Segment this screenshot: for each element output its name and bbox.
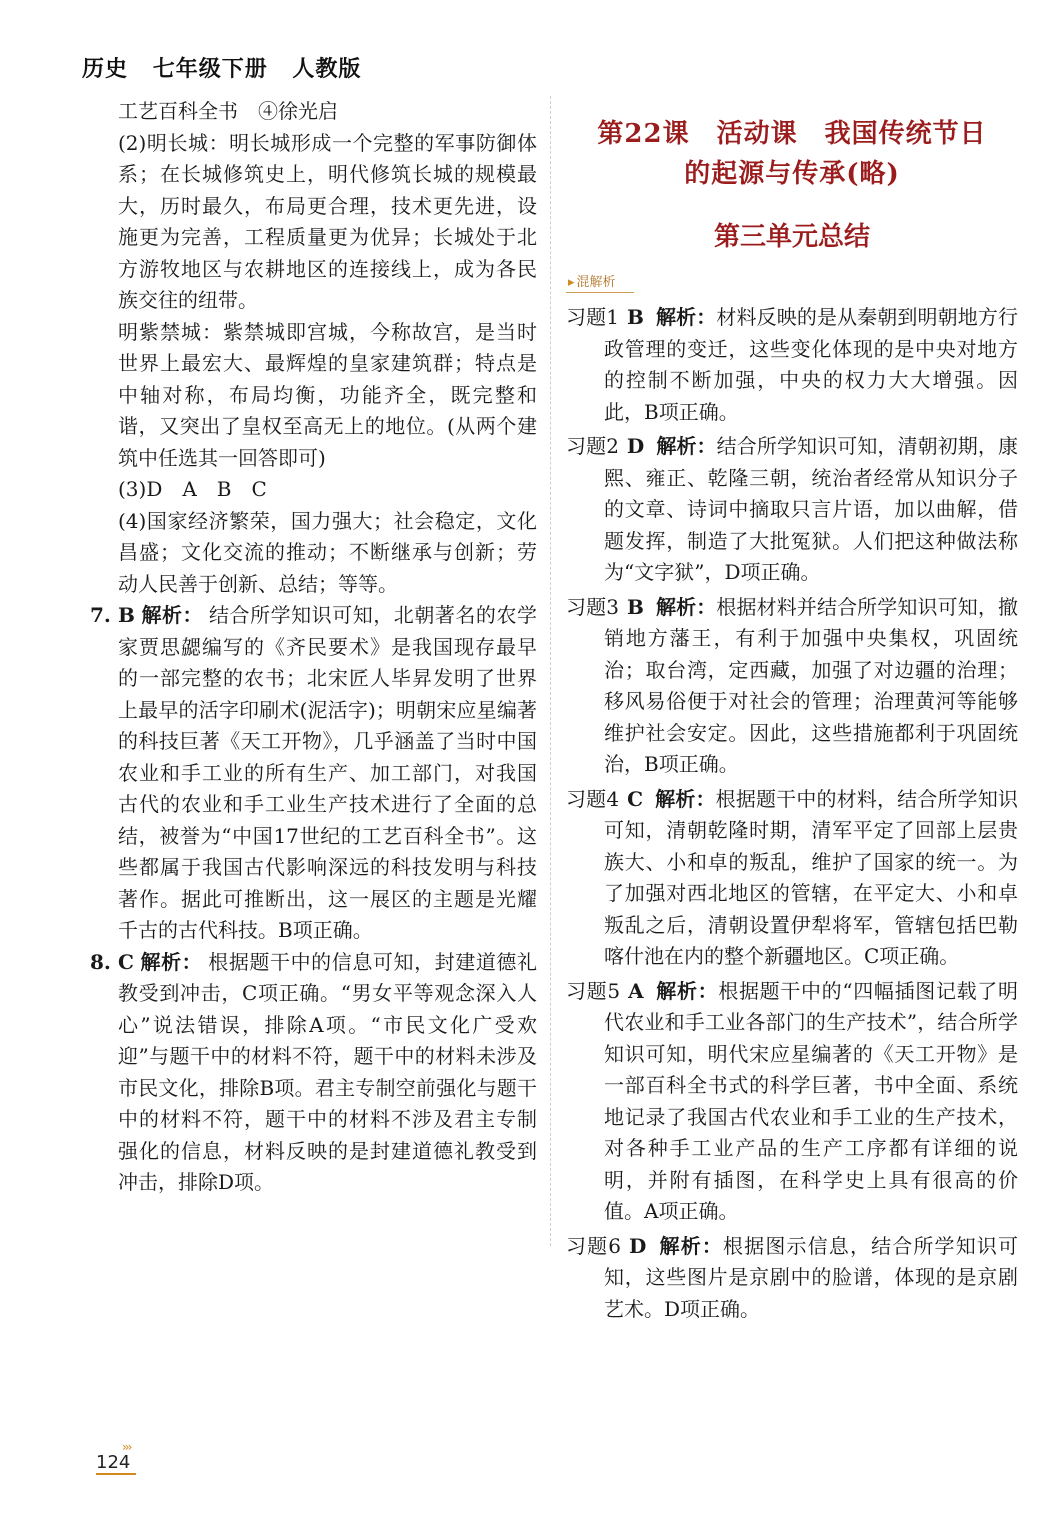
exercise-number: 习题4 <box>566 786 620 811</box>
answer-letter: B <box>626 305 644 329</box>
page-arrow-icon: ››› <box>122 1440 131 1454</box>
answer-paragraph: 明紫禁城：紫禁城即宫城，今称故宫，是当时世界上最宏大、最辉煌的皇家建筑群；特点是中轴对称，布局均衡，功能齐全，既完整和谐，又突出了皇权至高无上的地位。(从两个建筑中任选其一回答即可) <box>118 319 537 470</box>
analysis-label: 解析： <box>139 949 203 974</box>
exercise-item <box>566 1231 1018 1326</box>
answer-paragraph: (2)明长城：明长城形成一个完整的军事防御体系；在长城修筑史上，明代修筑长城的规模最大，历时最久，布局更合理，技术更先进，设施更为完善，工程质量更为优异；长城处于北方游牧地区与农耕地区的连接线上，成为各民族交往的纽带。 <box>118 130 537 312</box>
answer-letter: B <box>118 603 135 627</box>
column-divider <box>550 96 551 1246</box>
lesson-title-line: 的起源与传承(略) <box>684 159 900 189</box>
exercise-number: 习题6 <box>566 1233 622 1258</box>
answer-letter: C <box>627 786 643 811</box>
analysis-text: 结合所学知识可知，清朝初期，康熙、雍正、乾隆三朝，统治者经常从知识分子的文章、诗词中摘取只言片语，加以曲解，借题发挥，制造了大批冤狱。人们把这种做法称为“文字狱”，D项正确。 <box>604 434 1019 584</box>
lesson-title-line: 第22课 活动课 我国传统节日 <box>597 119 987 149</box>
analysis-text: 结合所学知识可知，北朝著名的农学家贾思勰编写的《齐民要术》是我国现存最早的一部完整的农书；北宋匠人毕昇发明了世界上最早的活字印刷术(泥活字)；明朝宋应星编著的科技巨著《天工开物》，几乎涵盖了当时中国农业和手工业的所有生产、加工部门，对我国古代的农业和手工业生产技术进行了全面的总结，被誉为“中国17世纪的工艺百科全书”。这些都属于我国古代影响深远的科技发明与科技著作。据此可推断出，这一展区的主题是光耀千古的古代科技。B项正确。 <box>118 603 537 942</box>
exercise-number: 习题1 <box>566 305 619 329</box>
lesson-title <box>566 114 1018 194</box>
exercise-list <box>566 302 1018 1325</box>
analysis-text: 根据题干中的材料，结合所学知识可知，清朝乾隆时期，清军平定了回部上层贵族大、小和卓的叛乱，维护了国家的统一。为了加强对西北地区的管辖，在平定大、小和卓叛乱之后，清朝设置伊犁将军，管辖包括巴勒喀什池在内的整个新疆地区。C项正确。 <box>604 786 1018 968</box>
exercise-item <box>566 976 1018 1228</box>
analysis-text: 根据题干中的信息可知，封建道德礼教受到冲击，C项正确。“男女平等观念深入人心”说法错误，排除A项。“市民文化广受欢迎”与题干中的材料不符，题干中的材料未涉及市民文化，排除B项。君主专制空前强化与题干中的材料不符，题干中的材料不涉及君主专制强化的信息，材料反映的是封建道德礼教受到冲击，排除D项。 <box>118 949 538 1194</box>
answer-paragraph: (3)D A B C <box>118 477 267 501</box>
answer-letter: D <box>626 434 645 458</box>
analysis-label: 解析： <box>658 1233 724 1258</box>
analysis-label: 解析： <box>655 978 719 1003</box>
question-number: 8. <box>90 949 111 974</box>
answer-letter: C <box>118 949 134 974</box>
exercise-number: 习题2 <box>566 434 619 458</box>
exercise-item <box>566 592 1018 781</box>
analysis-text: 根据图示信息，结合所学知识可知，这些图片是京剧中的脸谱，体现的是京剧艺术。D项正确。 <box>604 1233 1019 1321</box>
analysis-text: 根据题干中的“四幅插图记载了明代农业和手工业各部门的生产技术”，结合所学知识可知，明代宋应星编著的《天工开物》是一部百科全书式的科学巨著，书中全面、系统地记录了我国古代农业和手工业的生产技术，对各种手工业产品的生产工序都有详细的说明，并附有插图，在科学史上具有很高的价值。A项正确。 <box>604 978 1018 1223</box>
analysis-text: 材料反映的是从秦朝到明朝地方行政管理的变迁，这些变化体现的是中央对地方的控制不断加强，中央的权力大大增强。因此，B项正确。 <box>604 305 1019 424</box>
analysis-label: 解析： <box>655 305 717 329</box>
tag-label: 混解析 <box>576 275 616 290</box>
grade-label: 七年级下册 <box>152 57 268 82</box>
analysis-label: 解析： <box>654 786 716 811</box>
right-column <box>566 96 1018 1325</box>
analysis-label: 解析： <box>656 434 717 458</box>
left-column <box>82 96 537 1199</box>
answer-letter: A <box>628 978 644 1003</box>
answer-letter: B <box>626 594 644 619</box>
page-number: 124 <box>96 1452 136 1475</box>
analysis-text: 根据材料并结合所学知识可知，撤销地方藩王，有利于加强中央集权，巩固统治；取台湾，定西藏，加强了对边疆的治理；移风易俗便于对社会的管理；治理黄河等能够维护社会安定。因此，这些措施都利于巩固统治，B项正确。 <box>604 594 1019 776</box>
tag-icon: ▸ <box>568 275 575 290</box>
analysis-label: 解析： <box>140 603 204 627</box>
answer-paragraph: (4)国家经济繁荣，国力强大；社会稳定，文化昌盛；文化交流的推动；不断继承与创新；劳动人民善于创新、总结；等等。 <box>118 508 537 596</box>
subject-label: 历史 <box>82 57 129 82</box>
answer-paragraph: 工艺百科全书 ④徐光启 <box>118 99 338 123</box>
answer-letter: D <box>629 1233 647 1258</box>
exercise-number: 习题5 <box>566 978 621 1003</box>
exercise-item <box>566 302 1018 428</box>
question-8 <box>82 947 537 1199</box>
question-number: 7. <box>90 603 111 627</box>
analysis-label: 解析： <box>655 594 717 619</box>
page-header <box>82 52 377 83</box>
exercise-item <box>566 784 1018 973</box>
edition-label: 人教版 <box>292 57 362 82</box>
exercise-item <box>566 431 1018 589</box>
section-tag <box>566 271 634 293</box>
question-7 <box>82 600 537 947</box>
unit-title: 第三单元总结 <box>713 222 870 252</box>
exercise-number: 习题3 <box>566 594 619 619</box>
